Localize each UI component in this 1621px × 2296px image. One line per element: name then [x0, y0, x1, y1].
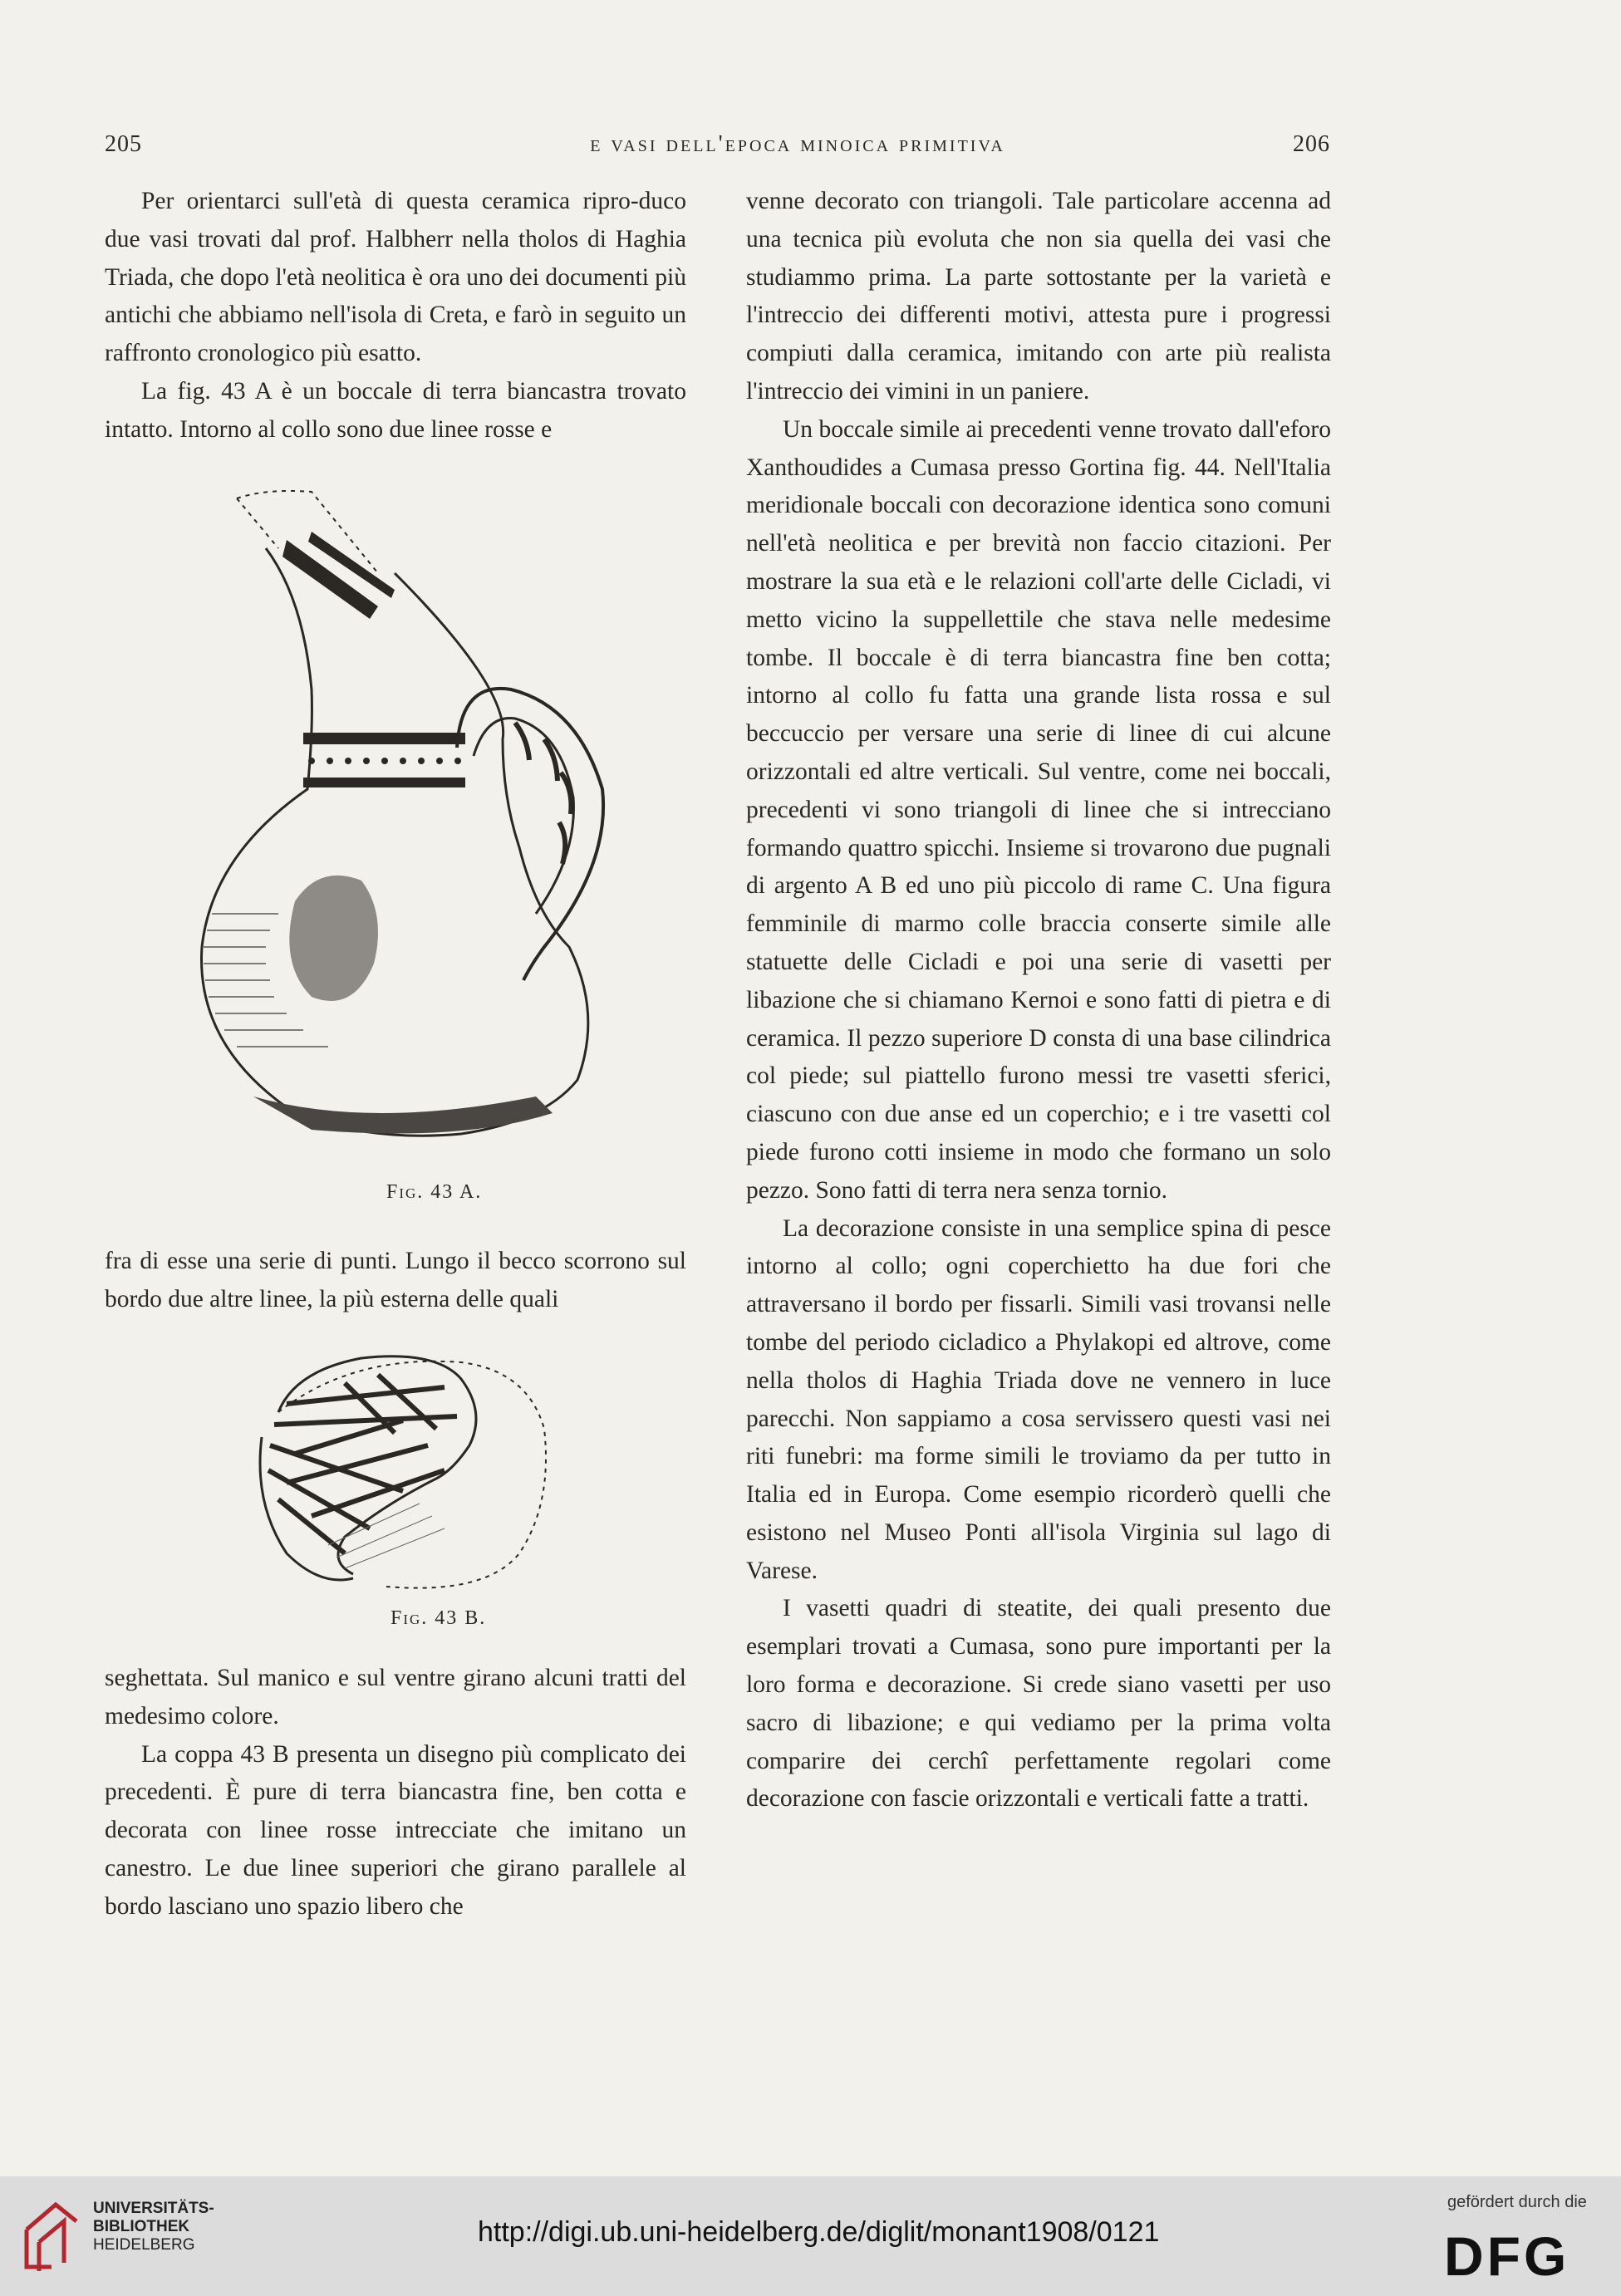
paragraph: fra di esse una serie di punti. Lungo il becco scorrono sul bordo due altre linee, la più esterna delle quali [105, 1248, 686, 1312]
caption-fig-43b: Fig. 43 B. [391, 1607, 487, 1629]
paragraph: La decorazione consiste in una semplice spina di pesce intorno al collo; ogni coperchietto ha due fori che attraversano il bordo per fissarli. Simili vasi trovansi nelle tombe del periodo cicladico a Phylakopi ed altrove, come nella tholos di Haghia Triada dove ne vennero in luce parecchi. Non sappiamo a cosa servissero questi vasi nei riti funebri: ma forme simili le troviamo da per tutto in Italia ed in Europa. Come esempio ricorderò quelli che esistono nel Museo Ponti all'isola Virginia sul lago di Varese. [746, 1214, 1331, 1584]
page-number-left: 205 [105, 131, 142, 157]
running-title: e vasi dell'epoca minoica primitiva [590, 131, 1005, 157]
paragraph: I vasetti quadri di steatite, dei quali presento due esemplari trovati a Cumasa, sono pure importanti per la loro forma e decorazione. Si crede siano vasetti per uso sacro di libazione; e qui vediamo per la prima volta comparire dei cerchî perfettamente regolari come decorazione con fascie orizzontali e verticali fatte a tratti. [746, 1595, 1331, 1813]
left-column-middle [105, 1243, 686, 1319]
paragraph: Per orientarci sull'età di questa ceramica ripro-duco due vasi trovati dal prof. Halbherr nella tholos di Haghia Triada, che dopo l'età neolitica è ora uno dei documenti più antichi che abbiamo nell'isola di Creta, e farò in seguito un raffronto cronologico più esatto. [105, 188, 686, 367]
page-number-right: 206 [1293, 131, 1330, 157]
library-name-line: UNIVERSITÄTS- [93, 2200, 214, 2217]
library-name-line: BIBLIOTHEK [93, 2218, 190, 2235]
library-name-line: HEIDELBERG [93, 2236, 195, 2254]
left-column-bottom [105, 1660, 686, 1926]
paragraph: La fig. 43 A è un boccale di terra biancastra trovato intatto. Intorno al collo sono due linee rosse e [105, 377, 686, 443]
paragraph: La coppa 43 B presenta un disegno più complicato dei precedenti. È pure di terra biancastra fine, ben cotta e decorata con linee rosse intrecciate che imitano un canestro. Le due linee superiori che girano parallele al bordo lasciano uno spazio libero che [105, 1740, 686, 1920]
right-column [746, 183, 1331, 1818]
caption-fig-43a: Fig. 43 A. [386, 1181, 483, 1203]
footer-bar [0, 2176, 1621, 2296]
library-name [93, 2200, 214, 2254]
library-logo-icon [18, 2196, 85, 2276]
figure-43a-jug [187, 482, 619, 1146]
funding-note: gefördert durch die [1447, 2193, 1587, 2211]
permalink[interactable]: http://digi.ub.uni-heidelberg.de/diglit/monant1908/0121 [478, 2216, 1160, 2248]
paragraph: venne decorato con triangoli. Tale particolare accenna ad una tecnica più evoluta che non sia quella dei vasi che studiammo prima. La parte sottostante per la varietà e l'intreccio dei differenti motivi, attesta pure i progressi compiuti dalla ceramica, imitando con arte più realista l'intreccio dei vimini in un paniere. [746, 188, 1331, 405]
paragraph: seghettata. Sul manico e sul ventre girano alcuni tratti del medesimo colore. [105, 1665, 686, 1729]
dfg-logo: DFG [1444, 2225, 1570, 2287]
paragraph: Un boccale simile ai precedenti venne trovato dall'eforo Xanthoudides a Cumasa presso Gortina fig. 44. Nell'Italia meridionale boccali con decorazione identica sono comuni nell'età neolitica e per brevità non faccio citazioni. Per mostrare la sua età e le relazioni coll'arte delle Cicladi, vi metto vicino la suppellettile che stava nelle medesime tombe. Il boccale è di terra biancastra fine ben cotta; intorno al collo fu fatta una grande lista rossa e sul beccuccio per versare una serie di linee di cui alcune orizzontali ed altre verticali. Sul ventre, come nei boccali, precedenti vi sono triangoli di linee che si intrecciano formando quattro spicchi. Insieme si trovarono due pugnali di argento A B ed uno più piccolo di rame C. Una figura femminile di marmo colle braccia conserte simile alle statuette delle Cicladi e poi una serie di vasetti per libazione che si chiamano Kernoi e sono fatti di pietra e di ceramica. Il pezzo superiore D consta di una base cilindrica col piede; sul piattello furono messi tre vasetti sferici, ciascuno con due anse ed un coperchio; e i tre vasetti col piede furono cotti insieme in modo che formano un solo pezzo. Sono fatti di terra nera senza tornio. [746, 415, 1331, 1204]
figure-43b-cup [237, 1337, 569, 1603]
left-column-top [105, 183, 686, 449]
